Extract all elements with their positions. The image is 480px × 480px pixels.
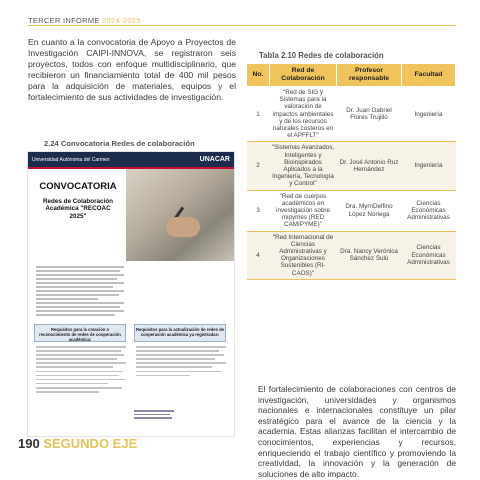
cell-profesor: Dra. MyrnDelfino López Noriega — [337, 190, 402, 231]
table-header-row — [247, 64, 456, 87]
poster-requirements-box-left: Requisitos para la creación o reconocimiento de redes de cooperación académica: — [34, 324, 126, 342]
collaboration-table — [246, 63, 456, 280]
poster-contact — [134, 410, 174, 421]
header-profesor: Profesor responsable — [337, 64, 402, 87]
hand-image — [166, 217, 200, 237]
poster-list-left — [36, 346, 126, 395]
poster-body-text — [36, 266, 124, 318]
cell-profesor: Dr. Juan Gabriel Flores Trujillo — [337, 87, 402, 142]
cell-facultad: Ciencias Económicas Administrativas — [402, 231, 456, 279]
poster-list-right — [136, 346, 226, 379]
poster-subtitle: Redes de Colaboración Académica "RECOAC 2025" — [43, 198, 113, 220]
table-row — [247, 190, 456, 231]
cell-red: "Sistemas Avanzados, Inteligentes y Bioinspirados Aplicados a la Ingeniería, Tecnología y Control" — [270, 142, 337, 190]
page-footer — [18, 436, 137, 451]
cell-no: 1 — [247, 87, 270, 142]
cell-facultad: Ciencias Económicas Administrativas — [402, 190, 456, 231]
cell-no: 2 — [247, 142, 270, 190]
header-red: Red de Colaboración — [270, 64, 337, 87]
intro-paragraph: En cuanto a la convocatoria de Apoyo a Proyectos de Investigación CAIPI-INNOVA, se registraron seis proyectos, todos con enfoque multidisciplinario, que recibieron un financiamiento total de 400 mil pesos para la adquisición de materiales, equipos y el fortalecimiento de sus actividades de investigación. — [28, 37, 236, 102]
cell-facultad: Ingeniería — [402, 87, 456, 142]
table-row — [247, 87, 456, 142]
header-prefix: TERCER INFORME — [28, 16, 100, 25]
poster-photo — [126, 169, 234, 261]
table-caption: Tabla 2.10 Redes de colaboración — [259, 51, 384, 60]
unacar-logo: UNACAR — [199, 156, 230, 163]
poster-header-bar — [28, 152, 234, 167]
section-name: SEGUNDO EJE — [43, 436, 138, 451]
header-facultad: Facultad — [402, 64, 456, 87]
poster-requirements-box-right: Requisitos para la actualización de redes de cooperación académica ya registradas: — [134, 324, 226, 342]
cell-red: "Red Internacional de Ciencias Administrativas y Organizaciones Sostenibles (RI-CAOS)" — [270, 231, 337, 279]
figure-caption: 2.24 Convocatoria Redes de colaboración — [44, 139, 195, 148]
page-number: 190 — [18, 436, 40, 451]
cell-facultad: Ingeniería — [402, 142, 456, 190]
cell-profesor: Dra. Nancy Verónica Sánchez Sulú — [337, 231, 402, 279]
header-no: No. — [247, 64, 270, 87]
running-header — [28, 16, 141, 25]
poster-title: CONVOCATORIA — [39, 181, 117, 192]
table-row — [247, 231, 456, 279]
header-rule — [28, 25, 456, 26]
cell-no: 3 — [247, 190, 270, 231]
convocatoria-poster — [28, 152, 234, 436]
header-years: 2024-2025 — [102, 16, 141, 25]
cell-no: 4 — [247, 231, 270, 279]
poster-university: Universidad Autónoma del Carmen — [32, 156, 110, 163]
cell-red: "Red de cuerpos académicos en investigación sobre mipymes (RED CAMIPYME)" — [270, 190, 337, 231]
cell-red: "Red de SIG y Sistemas para la valoración de impactos ambientales y de los recursos naturales costeros en el APFFLT" — [270, 87, 337, 142]
cell-profesor: Dr. José Antonio Ruz Hernández — [337, 142, 402, 190]
body-paragraph: El fortalecimiento de colaboraciones con centros de investigación, universidades y organismos nacionales e internacionales constituye un pilar estratégico para el avance de la ciencia y la academia. Estas alianzas facilitan el intercambio de conocimientos, experiencias y recursos, enriqueciendo el trabajo científico y promoviendo la creatividad, la innovación y la generación de soluciones de alto impacto. — [258, 384, 456, 479]
table-row — [247, 142, 456, 190]
